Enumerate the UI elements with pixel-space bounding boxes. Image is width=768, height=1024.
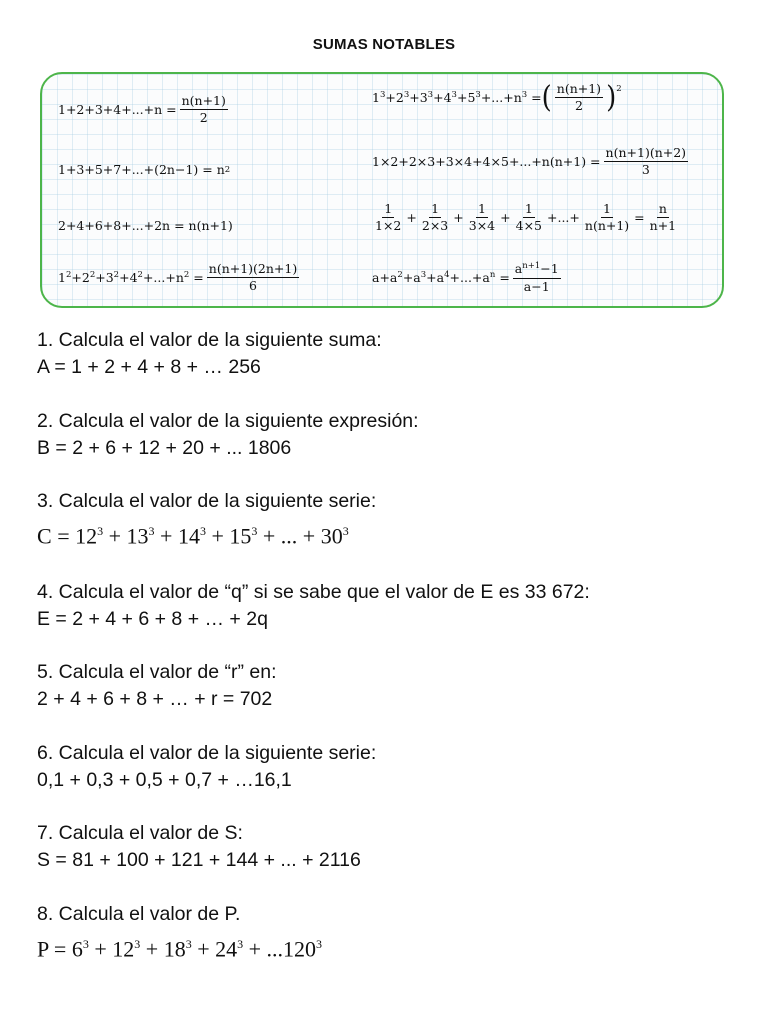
- formula-text: $1^3+2^3+3^3+4^3+5^3+...+n^3$ =: [372, 90, 542, 106]
- problem-statement: 6. Calcula el valor de la siguiente serie:: [37, 741, 377, 764]
- problem-expression: 0,1 + 0,3 + 0,5 + 0,7 + …16,1: [37, 768, 292, 791]
- formula-text: 1+2+3+4+...+n =: [58, 102, 177, 118]
- problem-statement: 4. Calcula el valor de “q” si se sabe que el valor de E es 33 672:: [37, 580, 590, 603]
- problem-expression: $C = 12^3 + 13^3 + 14^3 + 15^3$ + ... + $30^3$: [37, 523, 349, 549]
- fraction-denominator: n+1: [649, 218, 677, 234]
- problem-statement: 8. Calcula el valor de P.: [37, 902, 241, 925]
- fraction: [648, 202, 678, 234]
- fraction-numerator: n(n+1): [180, 94, 228, 110]
- fraction-numerator: n(n+1)(n+2): [604, 146, 689, 162]
- problem-expression: S = 81 + 100 + 121 + 144 + ... + 2116: [37, 849, 361, 872]
- problem-statement: 1. Calcula el valor de la siguiente suma:: [37, 329, 382, 351]
- problem-7: [37, 820, 737, 874]
- formula-text: 1×2+2×3+3×4+4×5+...+n(n+1) =: [372, 154, 601, 170]
- fraction-denominator: a−1: [523, 278, 550, 294]
- problem-statement: 5. Calcula el valor de “r” en:: [37, 661, 277, 684]
- fraction-denominator: 2: [199, 110, 208, 126]
- fraction: [513, 262, 561, 294]
- problem-expression: A = 1 + 2 + 4 + 8 + … 256: [37, 356, 261, 378]
- problem-statement: 2. Calcula el valor de la siguiente expresión:: [37, 409, 419, 432]
- fraction: [180, 94, 228, 126]
- exponent: 2: [616, 84, 622, 94]
- problem-5: [37, 659, 737, 713]
- fraction: [207, 262, 299, 294]
- problem-1: [37, 327, 737, 381]
- formula-box: [40, 72, 724, 308]
- fraction-numerator: $a^{n+1}-1$: [513, 262, 561, 279]
- formula-sum-consecutive-products: [372, 146, 691, 178]
- formula-sum-cubes: $1^3+2^3+3^3+4^3+5^3+...+n^3$ = ( $\frac{n(n+1)}{2}$ ) $^2$: [372, 80, 622, 116]
- formula-text: 1+3+5+7+...+(2n−1) = n: [58, 162, 225, 177]
- problem-3: [37, 488, 737, 552]
- fraction: [555, 82, 603, 114]
- formula-sum-squares: [58, 262, 302, 294]
- fraction: [604, 146, 689, 178]
- problem-list: [37, 327, 737, 992]
- formula-telescoping-sum: $\frac{1}{1\times 2}$ + $\frac{1}{2\times 3}$ + $\frac{1}{3\times 4}$ + $\frac{1}{4\times 5}$ +...+ $\frac{1}{n(n+1)}$ = $\frac{n}{n+1}$: [375, 201, 677, 234]
- formula-text: $1^2+2^2+3^2+4^2+...+n^2$ =: [58, 270, 204, 286]
- formula-geometric-sum: [372, 262, 564, 294]
- fraction-denominator: 2: [574, 98, 583, 114]
- problem-expression: 2 + 4 + 6 + 8 + … + r = 702: [37, 688, 273, 711]
- fraction-numerator: n(n+1)(2n+1): [207, 262, 299, 278]
- problem-statement: 3. Calcula el valor de la siguiente serie:: [37, 490, 377, 512]
- fraction-denominator: 6: [249, 278, 257, 294]
- problem-8: [37, 901, 737, 965]
- formula-sum-evens: [58, 218, 233, 233]
- page-title: SUMAS NOTABLES: [312, 36, 456, 53]
- formula-sum-integers: [58, 94, 231, 126]
- problem-expression: $P = 6^3 + 12^3 + 18^3 + 24^3 + ...120^3$: [37, 936, 323, 962]
- fraction-numerator: n(n+1): [555, 82, 603, 98]
- problem-expression: B = 2 + 6 + 12 + 20 + ... 1806: [37, 436, 292, 459]
- problem-2: [37, 408, 737, 462]
- problem-statement: 7. Calcula el valor de S:: [37, 822, 243, 845]
- fraction-numerator: n: [657, 202, 669, 218]
- fraction-denominator: 3: [641, 162, 650, 178]
- problem-6: [37, 740, 737, 794]
- exponent: 2: [224, 164, 231, 175]
- formula-sum-odds: [58, 162, 230, 177]
- problem-4: [37, 579, 737, 633]
- problem-expression: E = 2 + 4 + 6 + 8 + … + 2q: [37, 607, 268, 630]
- formula-text: 2+4+6+8+...+2n = n(n+1): [58, 218, 233, 233]
- formula-text: $a+a^2+a^3+a^4+...+a^n$ =: [372, 270, 510, 286]
